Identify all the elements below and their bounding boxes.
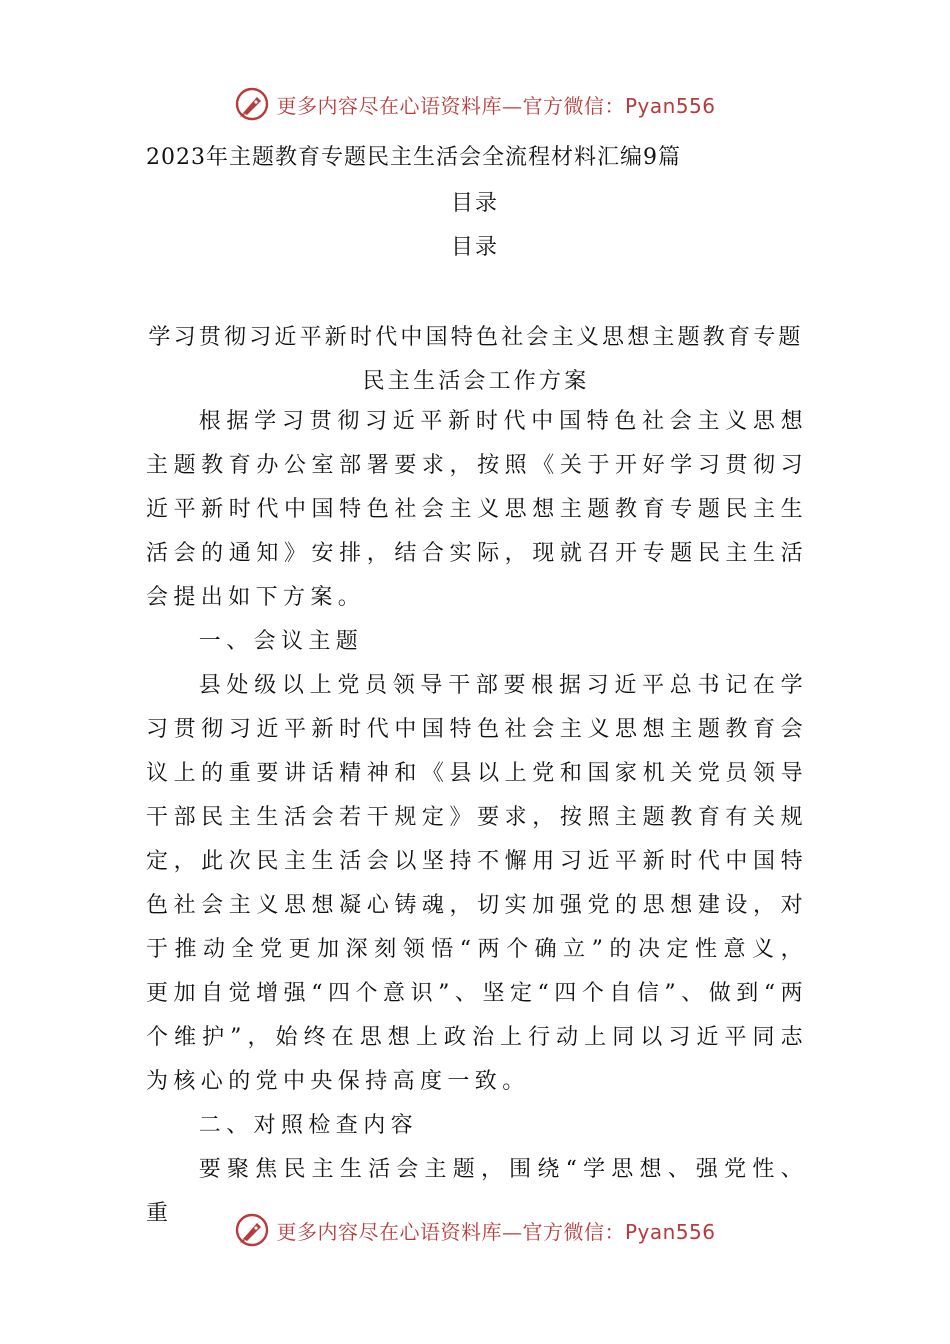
watermark-banner-bottom — [0, 1208, 950, 1252]
paragraph-intro: 根据学习贯彻习近平新时代中国特色社会主义思想主题教育办公室部署要求，按照《关于开好学习贯彻习近平新时代中国特色社会主义思想主题教育专题民主生活会的通知》安排，结合实际，现就召开专题民主生活会提出如下方案。 — [146, 409, 808, 610]
watermark-banner-top — [0, 82, 950, 126]
toc-heading-repeat: 目录 — [450, 235, 499, 260]
watermark-text: 更多内容尽在心语资料库—官方微信：Pyan556 — [276, 93, 716, 118]
subheading-meeting-theme: 一、会议主题 — [198, 629, 364, 654]
section-heading: 学习贯彻习近平新时代中国特色社会主义思想主题教育专题民主生活会工作方案 — [148, 325, 804, 394]
document-body — [146, 400, 808, 1236]
paragraph-meeting-theme: 县处级以上党员领导干部要根据习近平总书记在学习贯彻习近平新时代中国特色社会主义思想主题教育会议上的重要讲话精神和《县以上党和国家机关党员领导干部民主生活会若干规定》要求，按照主题教育有关规定，此次民主生活会以坚持不懈用习近平新时代中国特色社会主义思想凝心铸魂，切实加强党的思想建设，对于推动全党更加深刻领悟“两个确立”的决定性意义，更加自觉增强“四个意识”、坚定“四个自信”、做到“两个维护”，始终在思想上政治上行动上同以习近平同志为核心的党中央保持高度一致。 — [146, 673, 808, 1094]
document-title: 2023年主题教育专题民主生活会全流程材料汇编9篇 — [146, 145, 681, 170]
subheading-review-content: 二、对照检查内容 — [198, 1113, 418, 1138]
pen-nib-logo-icon — [234, 1212, 270, 1248]
paragraph-review-content: 要聚焦民主生活会主题，围绕“学思想、强党性、重 — [146, 1157, 808, 1226]
watermark-text: 更多内容尽在心语资料库—官方微信：Pyan556 — [276, 1219, 716, 1244]
pen-nib-logo-icon — [234, 86, 270, 122]
toc-heading: 目录 — [450, 191, 499, 216]
